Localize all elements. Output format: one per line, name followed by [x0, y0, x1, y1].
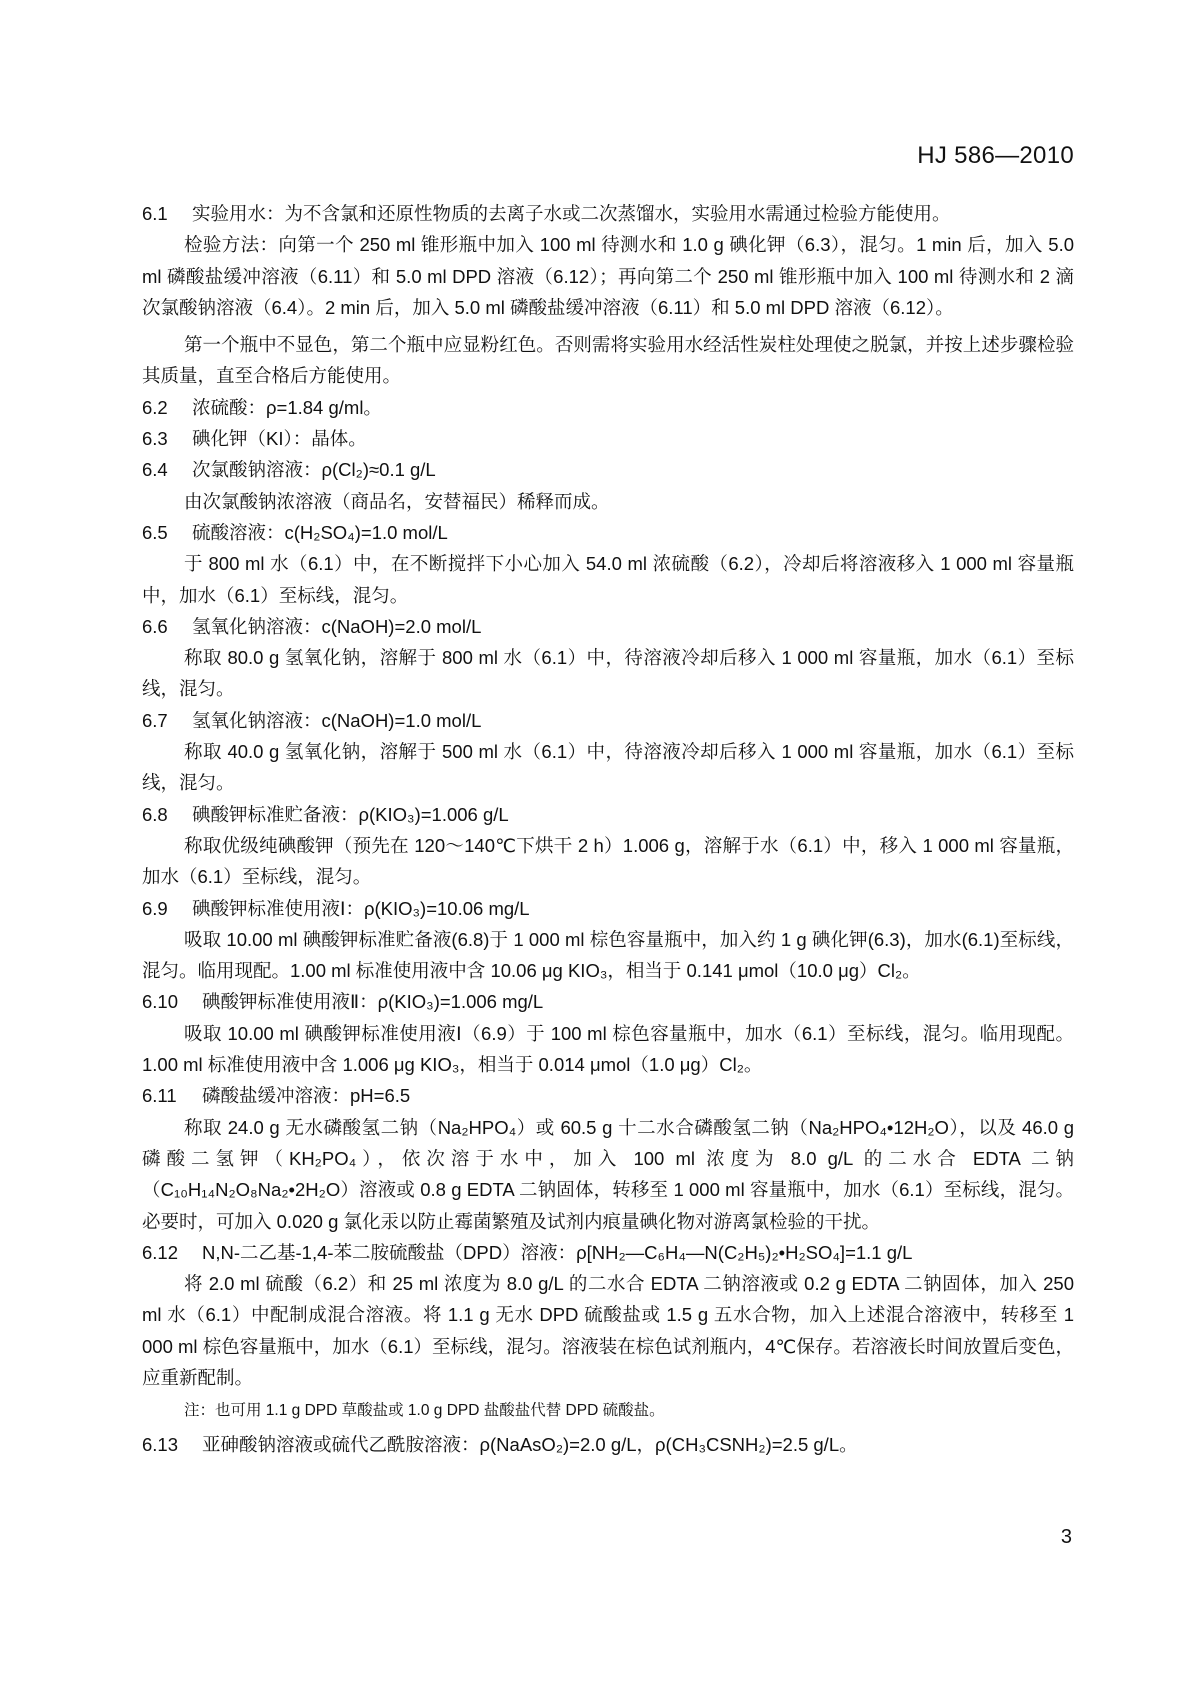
page-number: 3	[1060, 1526, 1072, 1548]
section-text: 碘酸钾标准贮备液：ρ(KIO₃)=1.006 g/L	[192, 803, 509, 825]
section-item	[142, 893, 1074, 924]
paragraph: 称取 80.0 g 氢氧化钠，溶解于 800 ml 水（6.1）中，待溶液冷却后移入 1 000 ml 容量瓶，加水（6.1）至标线，混匀。	[142, 647, 1074, 700]
section-text: 次氯酸钠溶液：ρ(Cl₂)≈0.1 g/L	[192, 459, 436, 481]
paragraph: 将 2.0 ml 硫酸（6.2）和 25 ml 浓度为 8.0 g/L 的二水合 EDTA 二钠溶液或 0.2 g EDTA 二钠固体，加入 250 ml 水（6.1）中配制成混合溶液。将 1.1 g 无水 DPD 硫酸盐或 1.5 g 五水合物，加入上述混合溶液中，转移至 1 000 ml 棕色容量瓶中，加水（6.1）至标线，混匀。溶液装在棕色试剂瓶内，4℃保存。若溶液长时间放置后变色，应重新配制。	[142, 1273, 1074, 1388]
paragraph: 吸取 10.00 ml 碘酸钾标准使用液Ⅰ（6.9）于 100 ml 棕色容量瓶中，加水（6.1）至标线，混匀。临用现配。1.00 ml 标准使用液中含 1.006 μg KIO₃，相当于 0.014 μmol（1.0 μg）Cl₂。	[142, 1022, 1074, 1076]
section-text: 浓硫酸：ρ=1.84 g/ml。	[192, 396, 382, 418]
section-item	[142, 705, 1074, 736]
paragraph: 称取 24.0 g 无水磷酸氢二钠（Na₂HPO₄）或 60.5 g 十二水合磷酸氢二钠（Na₂HPO₄•12H₂O），以及 46.0 g 磷酸二氢钾（KH₂PO₄），依次溶于水中，加入 100 ml 浓度为 8.0 g/L 的二水合 EDTA 二钠（C₁₀H₁₄N₂O₈Na₂•2H₂O）溶液或 0.8 g EDTA 二钠固体，转移至 1 000 ml 容量瓶中，加水（6.1）至标线，混匀。必要时，可加入 0.020 g 氯化汞以防止霉菌繁殖及试剂内痕量碘化物对游离氯检验的干扰。	[142, 1116, 1074, 1232]
paragraph: 称取 40.0 g 氢氧化钠，溶解于 500 ml 水（6.1）中，待溶液冷却后移入 1 000 ml 容量瓶，加水（6.1）至标线，混匀。	[142, 741, 1074, 794]
paragraph: 检验方法：向第一个 250 ml 锥形瓶中加入 100 ml 待测水和 1.0 g 碘化钾（6.3），混匀。1 min 后，加入 5.0 ml 磷酸盐缓冲溶液（6.11）和 5.0 ml DPD 溶液（6.12）；再向第二个 250 ml 锥形瓶中加入 100 ml 待测水和 2 滴次氯酸钠溶液（6.4）。2 min 后，加入 5.0 ml 磷酸盐缓冲溶液（6.11）和 5.0 ml DPD 溶液（6.12）。	[142, 234, 1074, 318]
paragraph: 由次氯酸钠浓溶液（商品名，安替福民）稀释而成。	[184, 490, 610, 512]
section-number: 6.4	[142, 459, 168, 481]
section-number: 6.6	[142, 615, 168, 637]
section-item	[142, 517, 1074, 548]
standard-code: HJ 586—2010	[917, 142, 1074, 169]
section-item	[142, 454, 1074, 485]
section-item	[142, 986, 1074, 1017]
section-text: 实验用水：为不含氯和还原性物质的去离子水或二次蒸馏水，实验用水需通过检验方能使用。	[192, 203, 951, 224]
section-number: 6.8	[142, 803, 168, 825]
section-item	[142, 198, 1074, 229]
paragraph: 吸取 10.00 ml 碘酸钾标准贮备液(6.8)于 1 000 ml 棕色容量瓶中，加入约 1 g 碘化钾(6.3)，加水(6.1)至标线，混匀。临用现配。1.00 ml 标准使用液中含 10.06 μg KIO₃，相当于 0.141 μmol（10.0 μg）Cl₂。	[142, 928, 1074, 982]
section-number: 6.2	[142, 396, 168, 418]
section-text: 磷酸盐缓冲溶液：pH=6.5	[202, 1085, 411, 1107]
section-number: 6.11	[142, 1085, 177, 1107]
section-text: 氢氧化钠溶液：c(NaOH)=1.0 mol/L	[192, 709, 482, 731]
section-item	[142, 1080, 1074, 1111]
document-body	[142, 198, 1074, 1460]
section-item	[142, 423, 1074, 454]
section-text: 硫酸溶液：c(H₂SO₄)=1.0 mol/L	[192, 521, 448, 543]
paragraph: 称取优级纯碘酸钾（预先在 120～140℃下烘干 2 h）1.006 g，溶解于水（6.1）中，移入 1 000 ml 容量瓶，加水（6.1）至标线，混匀。	[142, 834, 1074, 888]
section-number: 6.7	[142, 709, 168, 731]
section-item	[142, 611, 1074, 642]
section-text: 碘化钾（KI）：晶体。	[192, 428, 367, 450]
section-item	[142, 1237, 1074, 1268]
section-number: 6.13	[142, 1433, 179, 1455]
section-number: 6.12	[142, 1241, 179, 1263]
section-item	[142, 392, 1074, 423]
section-text: 碘酸钾标准使用液Ⅰ：ρ(KIO₃)=10.06 mg/L	[192, 897, 530, 919]
section-number: 6.1	[142, 203, 168, 224]
section-number: 6.10	[142, 991, 179, 1013]
paragraph: 于 800 ml 水（6.1）中，在不断搅拌下小心加入 54.0 ml 浓硫酸（6.2），冷却后将溶液移入 1 000 ml 容量瓶中，加水（6.1）至标线，混匀。	[142, 553, 1074, 606]
section-text: 碘酸钾标准使用液Ⅱ：ρ(KIO₃)=1.006 mg/L	[202, 991, 544, 1013]
section-text: 亚砷酸钠溶液或硫代乙酰胺溶液：ρ(NaAsO₂)=2.0 g/L，ρ(CH₃CSNH₂)=2.5 g/L。	[202, 1433, 858, 1455]
paragraph: 第一个瓶中不显色，第二个瓶中应显粉红色。否则需将实验用水经活性炭柱处理使之脱氯，并按上述步骤检验其质量，直至合格后方能使用。	[142, 334, 1074, 387]
section-item	[142, 1429, 1074, 1460]
section-number: 6.9	[142, 897, 168, 919]
section-text: 氢氧化钠溶液：c(NaOH)=2.0 mol/L	[192, 615, 482, 637]
section-item	[142, 799, 1074, 830]
section-number: 6.3	[142, 428, 168, 450]
section-number: 6.5	[142, 521, 168, 543]
note: 注：也可用 1.1 g DPD 草酸盐或 1.0 g DPD 盐酸盐代替 DPD 硫酸盐。	[184, 1402, 665, 1420]
section-text: N,N-二乙基-1,4-苯二胺硫酸盐（DPD）溶液：ρ[NH₂—C₆H₄—N(C₂H₅)₂•H₂SO₄]=1.1 g/L	[202, 1241, 913, 1263]
